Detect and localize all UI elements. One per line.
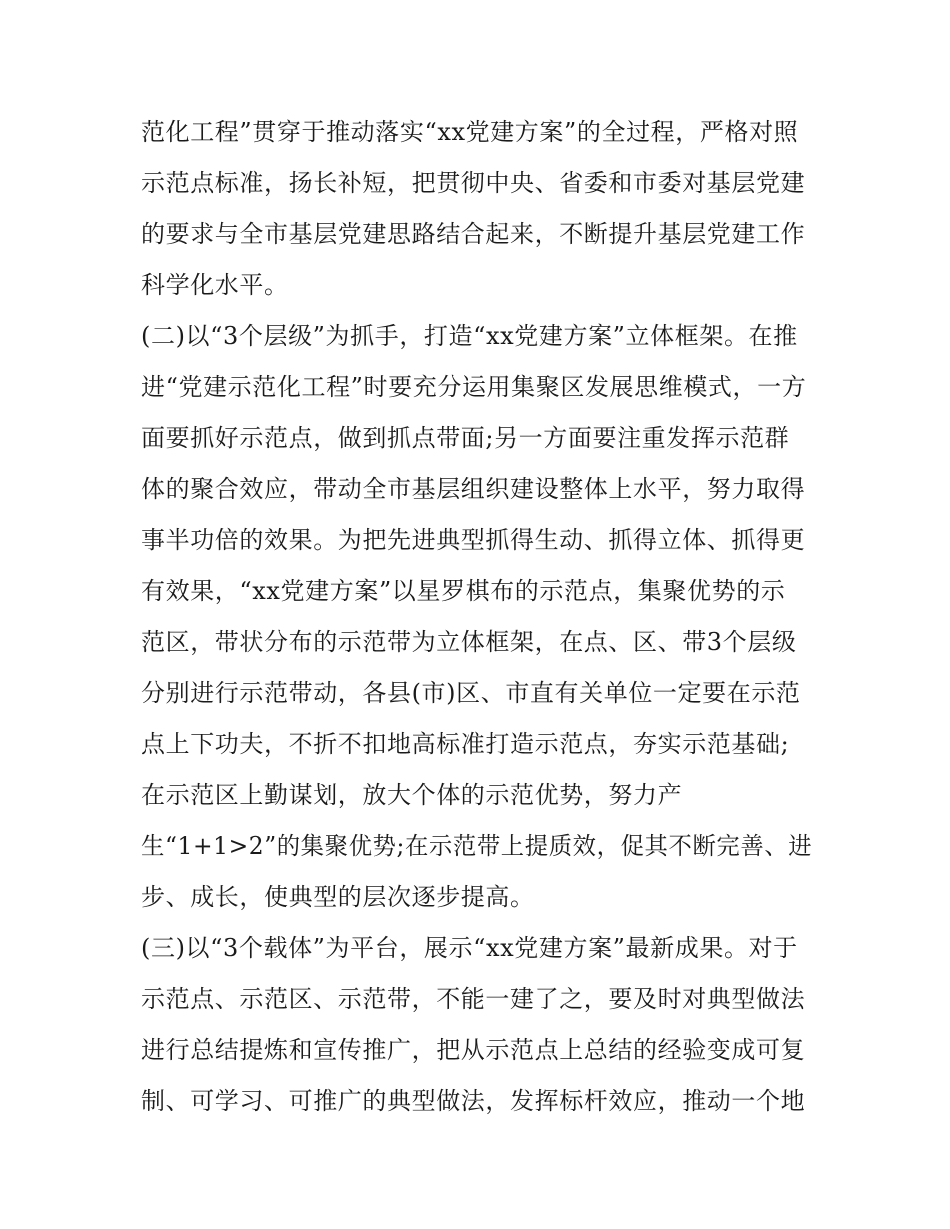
- text-line: 范区，带状分布的示范带为立体框架，在点、区、带3个层级: [141, 628, 797, 656]
- text-line: 点上下功夫，不折不扣地高标准打造示范点，夯实示范基础;: [141, 730, 790, 758]
- text-line: 体的聚合效应，带动全市基层组织建设整体上水平，努力取得: [141, 475, 806, 503]
- text-line: 步、成长，使典型的层次逐步提高。: [141, 883, 535, 911]
- text-line: 进行总结提炼和宣传推广，把从示范点上总结的经验变成可复: [141, 1036, 806, 1064]
- text-line: 进“党建示范化工程”时要充分运用集聚区发展思维模式，一方: [141, 373, 807, 401]
- text-line: 在示范区上勤谋划，放大个体的示范优势，努力产: [141, 781, 683, 809]
- text-line: 有效果，“xx党建方案”以星罗棋布的示范点，集聚优势的示: [141, 577, 786, 605]
- text-line: 范化工程”贯穿于推动落实“xx党建方案”的全过程，严格对照: [141, 118, 799, 146]
- text-line: (二)以“3个层级”为抓手，打造“xx党建方案”立体框架。在推: [141, 322, 798, 350]
- text-line: 事半功倍的效果。为把先进典型抓得生动、抓得立体、抓得更: [141, 526, 806, 554]
- text-line: 制、可学习、可推广的典型做法，发挥标杆效应，推动一个地: [141, 1087, 806, 1115]
- text-line: (三)以“3个载体”为平台，展示“xx党建方案”最新成果。对于: [141, 934, 798, 962]
- text-line: 分别进行示范带动，各县(市)区、市直有关单位一定要在示范: [141, 679, 801, 707]
- text-line: 的要求与全市基层党建思路结合起来，不断提升基层党建工作: [141, 220, 806, 248]
- text-line: 示范点、示范区、示范带，不能一建了之，要及时对典型做法: [141, 985, 806, 1013]
- text-line: 科学化水平。: [141, 271, 289, 299]
- text-line: 示范点标准，扬长补短，把贯彻中央、省委和市委对基层党建: [141, 169, 806, 197]
- text-line: 面要抓好示范点，做到抓点带面;另一方面要注重发挥示范群: [141, 424, 790, 452]
- text-line: 生“1+1>2”的集聚优势;在示范带上提质效，促其不断完善、进: [141, 832, 813, 860]
